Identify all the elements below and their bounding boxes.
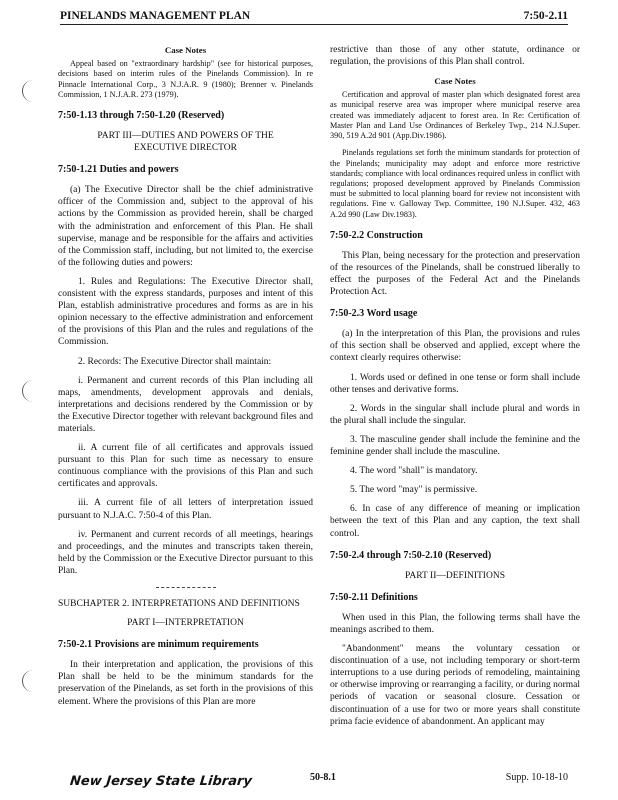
paragraph: iii. A current file of all letters of interpretation issued pursuant to N.J.A.C. 7:50-4 of this Plan. xyxy=(58,498,313,521)
paragraph: 5. The word "may" is permissive. xyxy=(350,485,478,496)
paragraph: (a) The Executive Director shall be the chief administrative officer of the Commission and, subject to the approval of his actions by the Commission as provided herein, shall be charged with the administration and enforcement of this Plan. He shall supervise, manage and be responsible for the affairs and activities of the Commission staff, including, but not limited to, the exercise of the following duties and powers: xyxy=(58,185,313,268)
section-heading: 7:50-2.11 Definitions xyxy=(330,591,418,603)
separator xyxy=(156,587,216,588)
case-note: Appeal based on "extraordinary hardship" (see for historical purposes, decisions based on interim rules of the Pinelands Commission). In re Pinnacle International Corp., 3 N.J.A.R. 9 (1980); Brenner v. Pinelands Commission, 1 N.J.A.R. 273 (1979). xyxy=(58,59,313,99)
paragraph: 4. The word "shall" is mandatory. xyxy=(350,466,478,477)
section-heading: 7:50-1.13 through 7:50-1.20 (Reserved) xyxy=(58,109,225,121)
paragraph: iv. Permanent and current records of all meetings, hearings and proceedings, and the minutes and transcripts taken therein, held by the Commission or the Executive Director pursuant to this Plan. xyxy=(58,529,313,576)
paragraph: (a) In the interpretation of this Plan, the provisions and rules of this section shall be observed and applied, except where the context clearly requires otherwise: xyxy=(330,329,580,364)
section-heading: 7:50-1.21 Duties and powers xyxy=(58,164,179,176)
paragraph: This Plan, being necessary for the protection and preservation of the resources of the Pinelands, shall be construed liberally to effect the purposes of the Federal Act and the Pinelands Protection Act. xyxy=(330,250,580,298)
paragraph: In their interpretation and application, the provisions of this Plan shall be held to be the minimum standards for the preservation of the Pinelands, as set forth in the provisions of this element. Where the provisions of this Plan are more xyxy=(58,660,313,707)
header-title: PINELANDS MANAGEMENT PLAN xyxy=(60,10,251,22)
paragraph: 2. Words in the singular shall include plural and words in the plural shall include the singular. xyxy=(330,403,580,426)
paragraph: 3. The masculine gender shall include the feminine and the feminine gender shall include the masculine. xyxy=(330,434,580,458)
paragraph: 1. Words used or defined in one tense or form shall include other tenses and derivative forms. xyxy=(330,372,580,395)
paragraph: i. Permanent and current records of this Plan including all maps, amendments, development approvals and denials, interpretations and decisions rendered by the Commission or by the Executive Director together with relevant background files and materials. xyxy=(58,375,313,434)
part-title: PART III—DUTIES AND POWERS OF THE EXECUTIVE DIRECTOR xyxy=(97,131,274,154)
paragraph: "Abandonment" means the voluntary cessation or discontinuation of a use, not including temporary or short-term interruptions to a use during periods of remodeling, maintaining or otherwise improving or rearranging a facility, or during normal periods of vacation or seasonal closure. Cessation or discontinuation of a use for two or more years shall constitute prima facie evidence of abandonment. An applicant may xyxy=(330,644,581,727)
case-note: Certification and approval of master plan which designated forest area as municipal reserve area was improper where municipal reserve area created was immediately adjacent to forest area. In Re: Certification of Master Plan and Land Use Ordinances of Berkeley Twp., 214 N.J.Super. 390, 519 A.2d 901 (App.Div.1986). xyxy=(330,90,580,141)
part-title: PART II—DEFINITIONS xyxy=(405,570,505,581)
page-number: 50-8.1 xyxy=(310,772,336,783)
left-column xyxy=(58,44,313,715)
case-notes-label: Case Notes xyxy=(164,45,207,55)
part-title: PART I—INTERPRETATION xyxy=(127,618,244,629)
punch-hole-mark xyxy=(22,80,35,102)
punch-hole-mark xyxy=(22,380,35,402)
running-header xyxy=(60,10,568,25)
paragraph: 2. Records: The Executive Director shall maintain: xyxy=(78,356,272,367)
case-notes-label: Case Notes xyxy=(434,76,476,87)
section-heading: 7:50-2.3 Word usage xyxy=(330,308,418,320)
right-column xyxy=(330,44,580,735)
paragraph: 1. Rules and Regulations: The Executive Director shall, consistent with the express standards, purposes and intent of this Plan, establish administrative procedures and forms as are in his opinion necessary to the effective administration and enforcement of the provisions of this Plan and the rules and regulations of the Commission. xyxy=(58,276,313,348)
header-code: 7:50-2.11 xyxy=(523,10,568,22)
section-heading: 7:50-2.2 Construction xyxy=(330,229,423,241)
paragraph: When used in this Plan, the following terms shall have the meanings ascribed to them. xyxy=(330,612,580,635)
punch-hole-mark xyxy=(22,670,35,692)
section-heading: 7:50-2.1 Provisions are minimum requirements xyxy=(58,639,259,651)
paragraph: ii. A current file of all certificates and approvals issued pursuant to this Plan for such time as necessary to ensure continuous compliance with the provisions of this Plan and such certificates and approvals. xyxy=(58,443,313,490)
subchapter-title: SUBCHAPTER 2. INTERPRETATIONS AND DEFINITIONS xyxy=(58,599,300,609)
case-note: Pinelands regulations set forth the minimum standards for protection of the Pinelands; municipality may adopt and enforce more restrictive standards; compliance with local ordinances required unless in conflict with regulations; proposed development approved by Pinelands Commission must be submitted to local planning board for review not inconsistent with regulations. Fine v. Galloway Twp. Committee, 190 N.J.Super. 432, 463 A.2d 990 (Law Div.1983). xyxy=(330,148,580,219)
supplement-date: Supp. 10-18-10 xyxy=(505,772,568,783)
paragraph: restrictive than those of any other statute, ordinance or regulation, the provisions of this Plan shall control. xyxy=(330,45,580,68)
paragraph: 6. In case of any difference of meaning or implication between the text of this Plan and any caption, the text shall control. xyxy=(330,504,580,539)
library-stamp: New Jersey State Library xyxy=(69,774,253,789)
section-heading: 7:50-2.4 through 7:50-2.10 (Reserved) xyxy=(330,549,492,561)
